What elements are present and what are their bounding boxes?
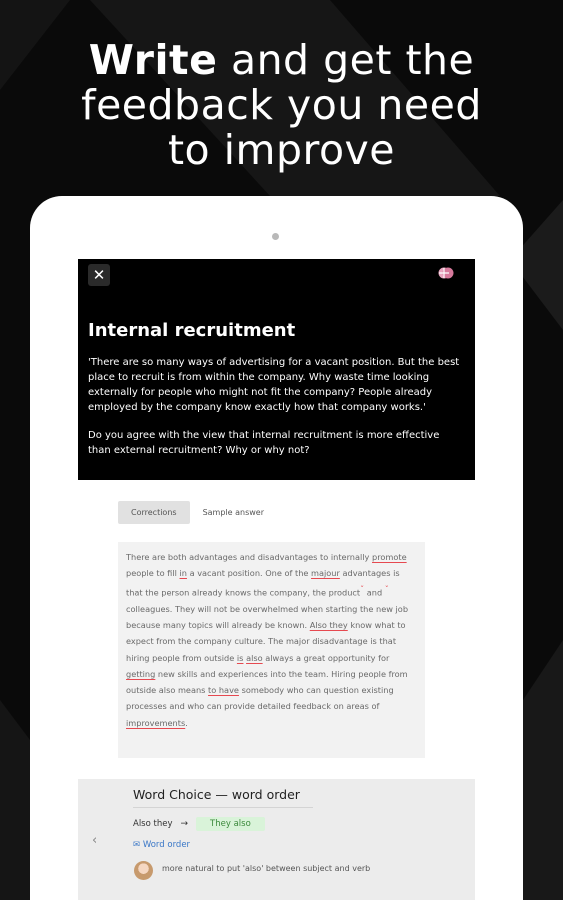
headline-bold: Write: [88, 36, 218, 84]
essay-text-segment: new skills and experiences into the team. Hiring people from outside also means: [126, 668, 408, 696]
close-icon: ✕: [92, 266, 106, 284]
avatar: [134, 861, 153, 880]
word-order-link[interactable]: [133, 840, 190, 850]
correction-mark[interactable]: getting: [126, 668, 156, 679]
essay-text-segment: people to fill: [126, 568, 180, 579]
correction-mark[interactable]: majour: [311, 568, 340, 579]
correction-mark[interactable]: is: [236, 652, 244, 663]
correction-mark[interactable]: in: [179, 568, 187, 579]
task-question: Do you agree with the view that internal recruitment is more effective than external recruitment? Why or why not?: [88, 430, 440, 456]
essay-text-segment: and: [364, 587, 385, 598]
tab-bar: [118, 501, 277, 524]
headline: [0, 38, 563, 173]
original-text: Also they: [133, 819, 173, 829]
headline-line2: feedback you need: [81, 81, 482, 129]
correction-row: [133, 817, 265, 831]
essay-text-segment: know what to expect from the company culture. The major disadvantage is that hiring people from outside: [126, 619, 406, 663]
feedback-title: Word Choice — word order: [133, 787, 300, 802]
essay-text-segment: somebody who can question existing processes and who can provide detailed feedback on areas of: [126, 685, 394, 712]
essay-text-segment: a vacant position. One of the: [186, 568, 312, 579]
essay-text-segment: There are both advantages and disadvantages to internally: [126, 552, 373, 562]
essay-text: [118, 542, 425, 758]
task-header: [78, 259, 475, 480]
tab-sample-answer[interactable]: Sample answer: [202, 508, 264, 517]
essay-text-segment: product: [328, 587, 361, 598]
chevron-left-icon[interactable]: ‹: [92, 833, 98, 848]
divider: [133, 807, 313, 808]
essay-text-segment: .: [185, 717, 188, 728]
tab-corrections[interactable]: Corrections: [118, 501, 190, 524]
headline-line1: and get the: [217, 36, 475, 84]
correction-mark[interactable]: Also they: [309, 619, 348, 630]
suggestion-chip[interactable]: They also: [196, 817, 265, 831]
feedback-panel: [78, 779, 475, 900]
task-prompt: 'There are so many ways of advertising for a vacant position. But the best place to recruit is from within the company. Why waste time looking externally for people who might not fit the company? People already employed by the company know exactly how that company works.': [88, 357, 460, 413]
essay-text-segment: always a great opportunity for: [262, 652, 390, 663]
uk-flag-icon[interactable]: [438, 267, 454, 279]
essay-text-segment: advantages is that the person already knows the company, the: [126, 568, 400, 598]
correction-mark[interactable]: to have: [208, 685, 239, 696]
app-screen: [78, 259, 475, 900]
insertion-mark[interactable]: ˇ: [360, 584, 365, 594]
word-order-label: Word order: [142, 840, 191, 850]
task-title: Internal recruitment: [88, 320, 296, 341]
insertion-mark[interactable]: ˇ: [384, 584, 389, 594]
headline-line3: to improve: [167, 126, 396, 174]
camera-dot: [272, 233, 279, 240]
essay-text-segment: colleagues. They will not be overwhelmed when starting the new job because many topics will already be known.: [126, 603, 409, 630]
close-button[interactable]: [88, 264, 110, 286]
arrow-right-icon: →: [180, 819, 189, 829]
tutor-note: more natural to put 'also' between subject and verb: [162, 864, 371, 873]
correction-mark[interactable]: also: [246, 652, 263, 663]
correction-mark[interactable]: promote: [372, 552, 407, 562]
correction-mark[interactable]: improvements: [126, 717, 186, 728]
mail-icon: ✉: [133, 840, 141, 850]
